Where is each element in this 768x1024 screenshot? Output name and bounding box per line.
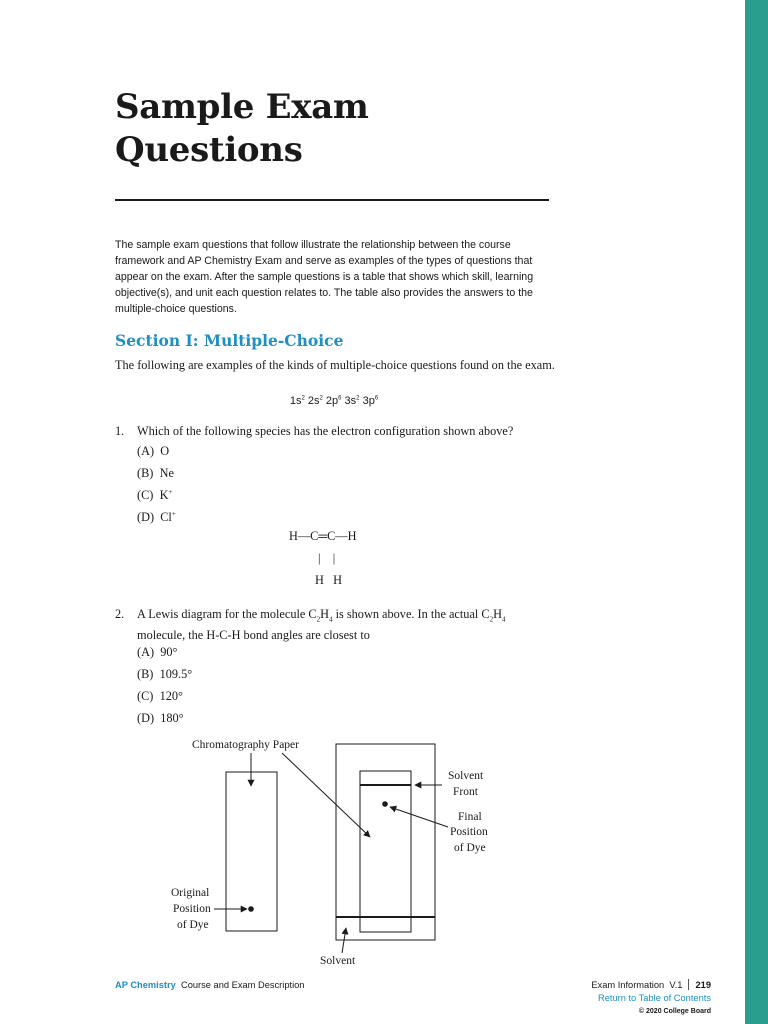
original-label-3: of Dye — [177, 919, 209, 931]
final-dye-spot — [382, 801, 388, 807]
lewis-bottom-row: H H — [315, 573, 342, 587]
page-number: 219 — [695, 980, 711, 990]
footer-copyright: © 2020 College Board — [638, 1008, 711, 1015]
question-number: 1. — [115, 424, 125, 438]
title-divider — [115, 199, 549, 201]
footer-page-info — [591, 979, 711, 1018]
footer-section: Exam Information — [591, 980, 665, 990]
choice-a: (A) 90° — [137, 645, 178, 659]
original-dye-spot — [248, 906, 254, 912]
title-line-2: Questions — [115, 130, 303, 170]
choice-a: (A) O — [137, 444, 170, 458]
solvent-front-label-1: Solvent — [448, 770, 484, 782]
final-position-arrow — [390, 807, 448, 827]
electron-configuration — [0, 395, 668, 407]
choice-b: (B) Ne — [137, 466, 174, 480]
footer-version: V.1 — [669, 980, 683, 990]
side-accent-bar — [745, 0, 768, 1024]
section-heading: Section I: Multiple-Choice — [115, 331, 344, 350]
final-label-1: Final — [458, 811, 482, 823]
return-to-toc-link[interactable]: Return to Table of Contents — [597, 993, 711, 1003]
intro-paragraph: The sample exam questions that follow illustrate the relationship between the course framework and AP Chemistry Exam and serve as examples of the types of questions that appear on the exam. After the sample questions is a table that shows which skill, learning objective(s), and unit each question relates to. The table also provides the answers to the multiple-choice questions. — [115, 239, 534, 315]
config-part: $1s^2$ — [289, 395, 305, 407]
choice-c: (C) K+ — [137, 488, 173, 503]
section-intro: The following are examples of the kinds of multiple-choice questions found on the exam. — [115, 358, 555, 372]
choice-d: (D) Cl+ — [137, 510, 176, 525]
config-part: $2p^6$ — [325, 395, 342, 407]
question-stem: A Lewis diagram for the molecule $C_2H_4$ is shown above. In the actual $C_2H_4$ molecule, the H-C-H bond angles are closest to — [137, 607, 506, 643]
footer-separator — [688, 979, 689, 990]
solvent-label: Solvent — [320, 955, 356, 967]
lewis-bonds: | | — [318, 551, 336, 565]
choice-b: (B) 109.5° — [137, 667, 193, 681]
chromatography-diagram — [150, 733, 550, 973]
footer-course — [115, 980, 304, 990]
choice-d: (D) 180° — [137, 711, 184, 725]
final-label-3: of Dye — [454, 842, 486, 854]
paper-arrow-right — [282, 753, 370, 837]
config-part: $3p^6$ — [362, 395, 379, 407]
question-number: 2. — [115, 607, 125, 621]
footer-brand: AP Chemistry — [115, 980, 176, 990]
original-label-2: Position — [173, 903, 211, 915]
choice-c: (C) 120° — [137, 689, 183, 703]
original-label-1: Original — [171, 887, 210, 899]
config-part: $2s^2$ — [307, 395, 323, 407]
beaker — [336, 744, 435, 940]
final-label-2: Position — [450, 826, 488, 838]
paper-strip-after — [360, 771, 411, 932]
page-title — [115, 86, 369, 172]
config-part: $3s^2$ — [344, 395, 360, 407]
paper-label: Chromatography Paper — [192, 739, 299, 751]
footer-course-title: Course and Exam Description — [180, 980, 305, 990]
question-stem: Which of the following species has the electron configuration shown above? — [137, 424, 514, 438]
solvent-front-label-2: Front — [453, 786, 478, 798]
lewis-top-row: H—C═C—H — [289, 529, 357, 543]
title-line-1: Sample Exam — [115, 87, 369, 127]
